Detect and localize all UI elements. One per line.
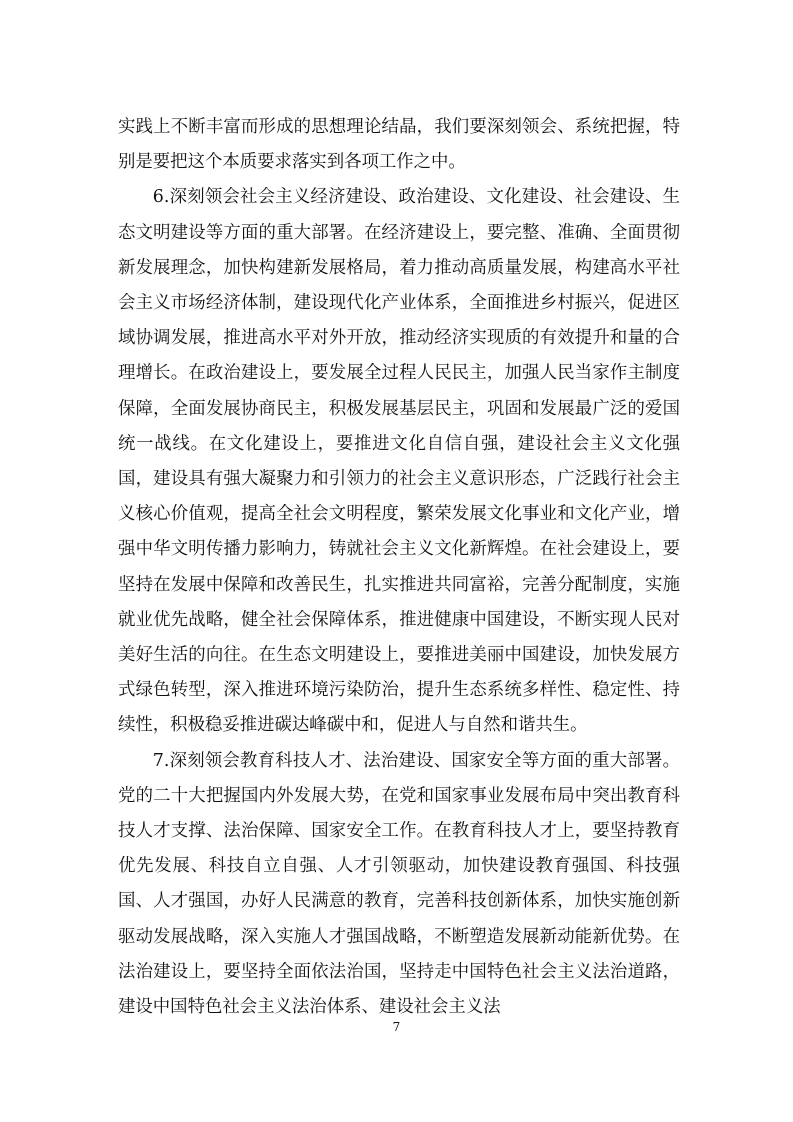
document-body xyxy=(118,110,680,1025)
paragraph-economic-political-cultural-social-ecological: 6.深刻领会社会主义经济建设、政治建设、文化建设、社会建设、生态文明建设等方面的重大部署。在经济建设上，要完整、准确、全面贯彻新发展理念，加快构建新发展格局，着力推动高质量发展，构建高水平社会主义市场经济体制，建设现代化产业体系，全面推进乡村振兴，促进区域协调发展，推进高水平对外开放，推动经济实现质的有效提升和量的合理增长。在政治建设上，要发展全过程人民民主，加强人民当家作主制度保障，全面发展协商民主，积极发展基层民主，巩固和发展最广泛的爱国统一战线。在文化建设上，要推进文化自信自强，建设社会主义文化强国，建设具有强大凝聚力和引领力的社会主义意识形态，广泛践行社会主义核心价值观，提高全社会文明程度，繁荣发展文化事业和文化产业，增强中华文明传播力影响力，铸就社会主义文化新辉煌。在社会建设上，要坚持在发展中保障和改善民生，扎实推进共同富裕，完善分配制度，实施就业优先战略，健全社会保障体系，推进健康中国建设，不断实现人民对美好生活的向往。在生态文明建设上，要推进美丽中国建设，加快发展方式绿色转型，深入推进环境污染防治，提升生态系统多样性、稳定性、持续性，积极稳妥推进碳达峰碳中和，促进人与自然和谐共生。 xyxy=(118,187,680,736)
paragraph-education-law-security: 7.深刻领会教育科技人才、法治建设、国家安全等方面的重大部署。党的二十大把握国内外发展大势，在党和国家事业发展布局中突出教育科技人才支撑、法治保障、国家安全工作。在教育科技人才上，要坚持教育优先发展、科技自立自强、人才引领驱动，加快建设教育强国、科技强国、人才强国，办好人民满意的教育，完善科技创新体系，加快实施创新驱动发展战略，深入实施人才强国战略，不断塑造发展新动能新优势。在法治建设上，要坚持全面依法治国，坚持走中国特色社会主义法治道路，建设中国特色社会主义法治体系、建设社会主义法 xyxy=(118,750,680,1018)
page-number: 7 xyxy=(392,1020,401,1034)
paragraph-continuation: 实践上不断丰富而形成的思想理论结晶，我们要深刻领会、系统把握，特别是要把这个本质要求落实到各项工作之中。 xyxy=(118,117,680,173)
